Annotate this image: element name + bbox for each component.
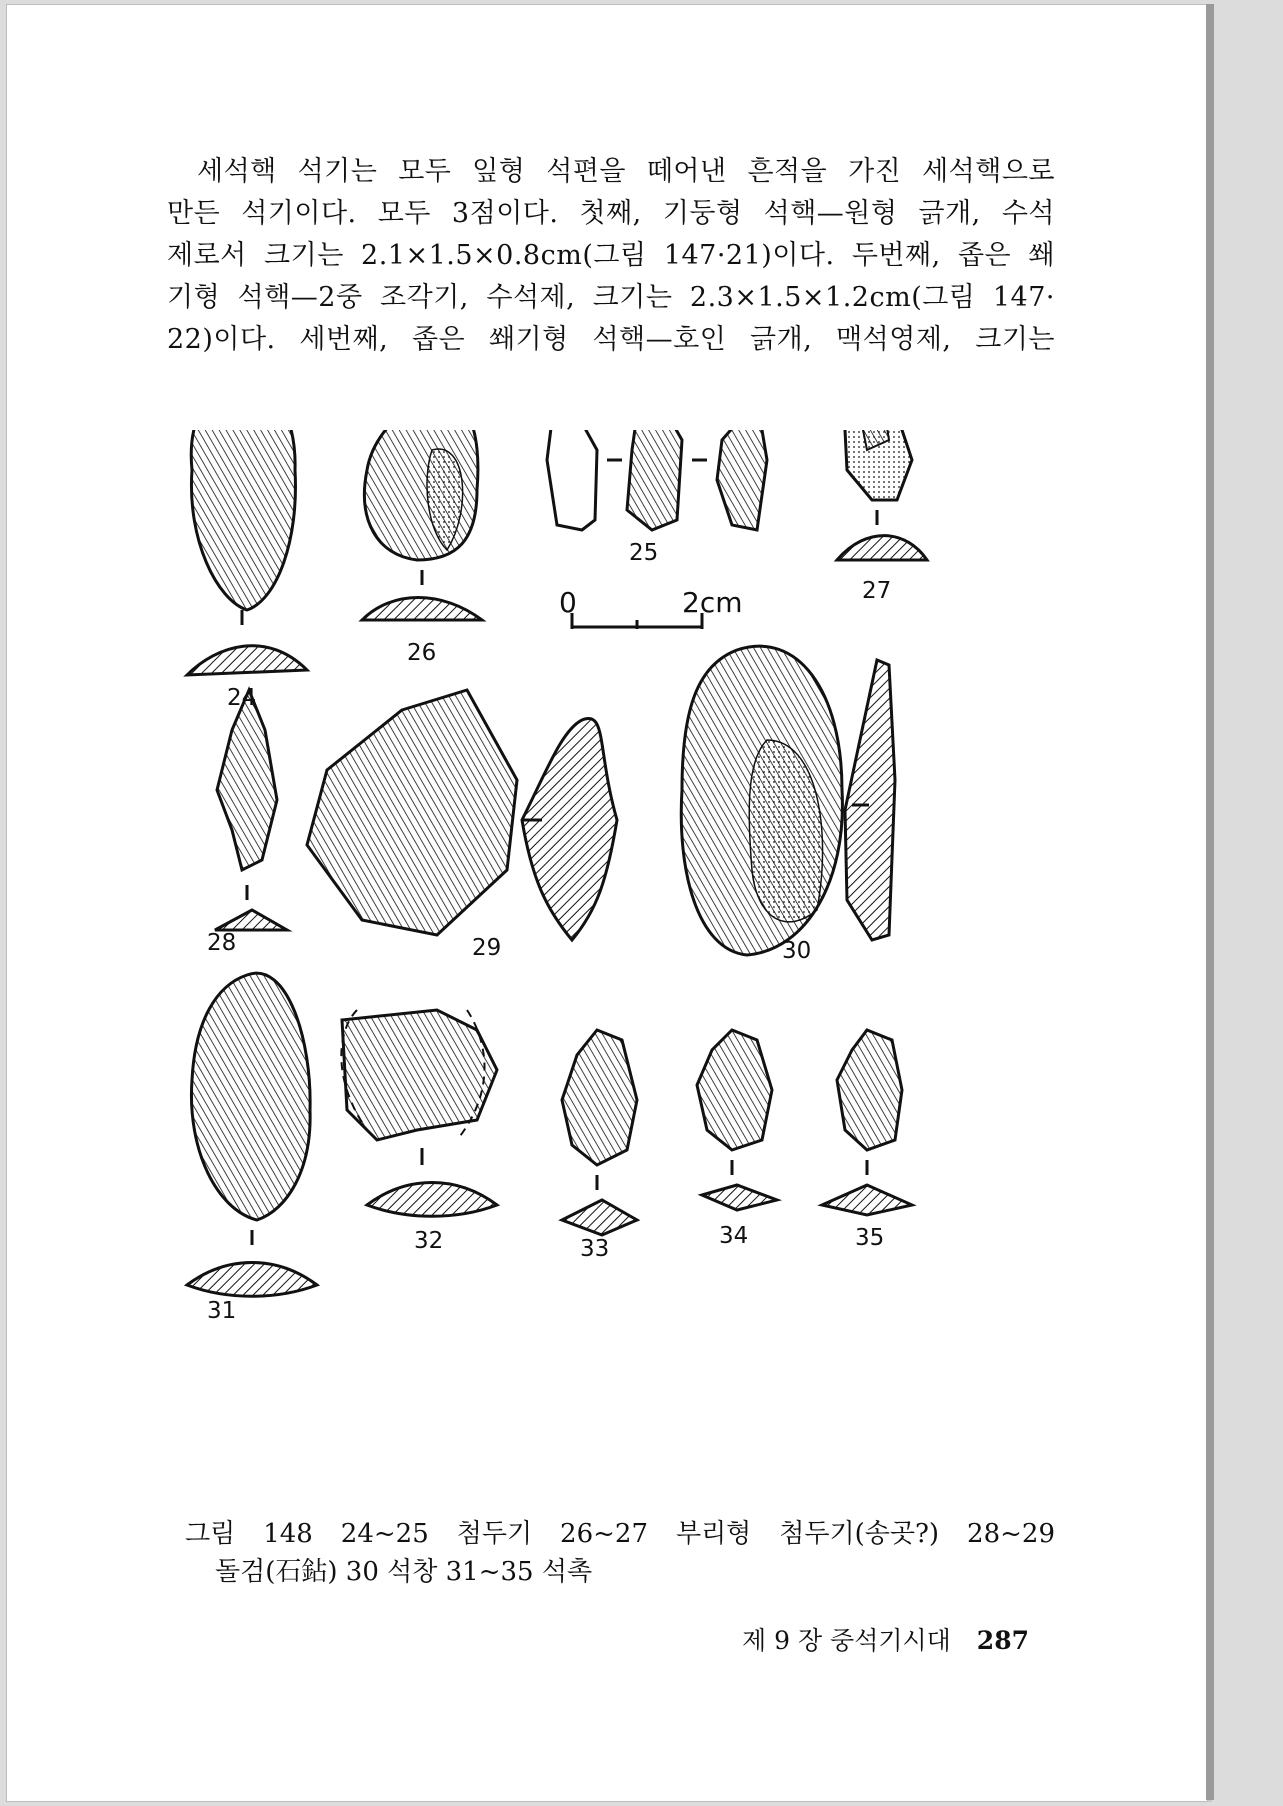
figure-label: 32 [414, 1228, 444, 1254]
body-line: 세석핵 석기는 모두 잎형 석편을 떼어낸 흔적을 가진 세석핵으로 [197, 156, 1055, 187]
tool-25 [547, 430, 767, 530]
figure-label: 30 [782, 938, 812, 964]
figure-label: 35 [855, 1225, 885, 1251]
tool-33 [562, 1030, 637, 1235]
figure-caption [185, 1515, 1055, 1591]
figure-label: 24 [227, 685, 257, 711]
body-line: 22)이다. 세번째, 좁은 쐐기형 석핵—호인 긁개, 맥석영제, 크기는 [167, 324, 1055, 355]
figure-label: 31 [207, 1298, 237, 1324]
tool-27 [837, 430, 927, 560]
tool-34 [697, 1030, 777, 1210]
page-number: 287 [976, 1626, 1029, 1655]
tool-29 [307, 690, 617, 940]
page-footer [742, 1621, 1029, 1657]
tool-35 [822, 1030, 912, 1215]
book-page [6, 4, 1208, 1802]
body-line: 기형 석핵—2중 조각기, 수석제, 크기는 2.3×1.5×1.2cm(그림 147· [167, 282, 1055, 313]
chapter-title: 제 9 장 중석기시대 [742, 1626, 951, 1655]
page-edge [1206, 4, 1214, 1800]
tool-24 [187, 430, 307, 675]
tool-30 [681, 646, 895, 955]
tool-32 [341, 1010, 497, 1216]
tool-28 [215, 690, 287, 930]
figure-label: 29 [472, 935, 502, 961]
body-line: 제로서 크기는 2.1×1.5×0.8cm(그림 147·21)이다. 두번째, 좁은 쐐 [167, 240, 1055, 271]
scale-end-label: 2cm [682, 586, 743, 619]
figure-label: 33 [580, 1236, 610, 1262]
scale-start-label: 0 [559, 586, 577, 619]
figure-label: 34 [719, 1223, 749, 1249]
caption-line: 돌검(石鉆) 30 석창 31~35 석촉 [215, 1557, 593, 1587]
figure-label: 28 [207, 930, 237, 956]
figure-label: 25 [629, 540, 659, 566]
figure-label: 26 [407, 640, 437, 666]
tool-26 [362, 430, 482, 620]
figure-label: 27 [862, 578, 892, 604]
tool-31 [187, 973, 317, 1296]
caption-line: 그림 148 24~25 첨두기 26~27 부리형 첨두기(송곳?) 28~29 [185, 1519, 1055, 1549]
stone-tool-drawings [177, 430, 1057, 1490]
body-paragraph [167, 151, 1055, 361]
body-line: 만든 석기이다. 모두 3점이다. 첫째, 기둥형 석핵—원형 긁개, 수석 [167, 198, 1055, 229]
figure-148 [177, 430, 1057, 1490]
